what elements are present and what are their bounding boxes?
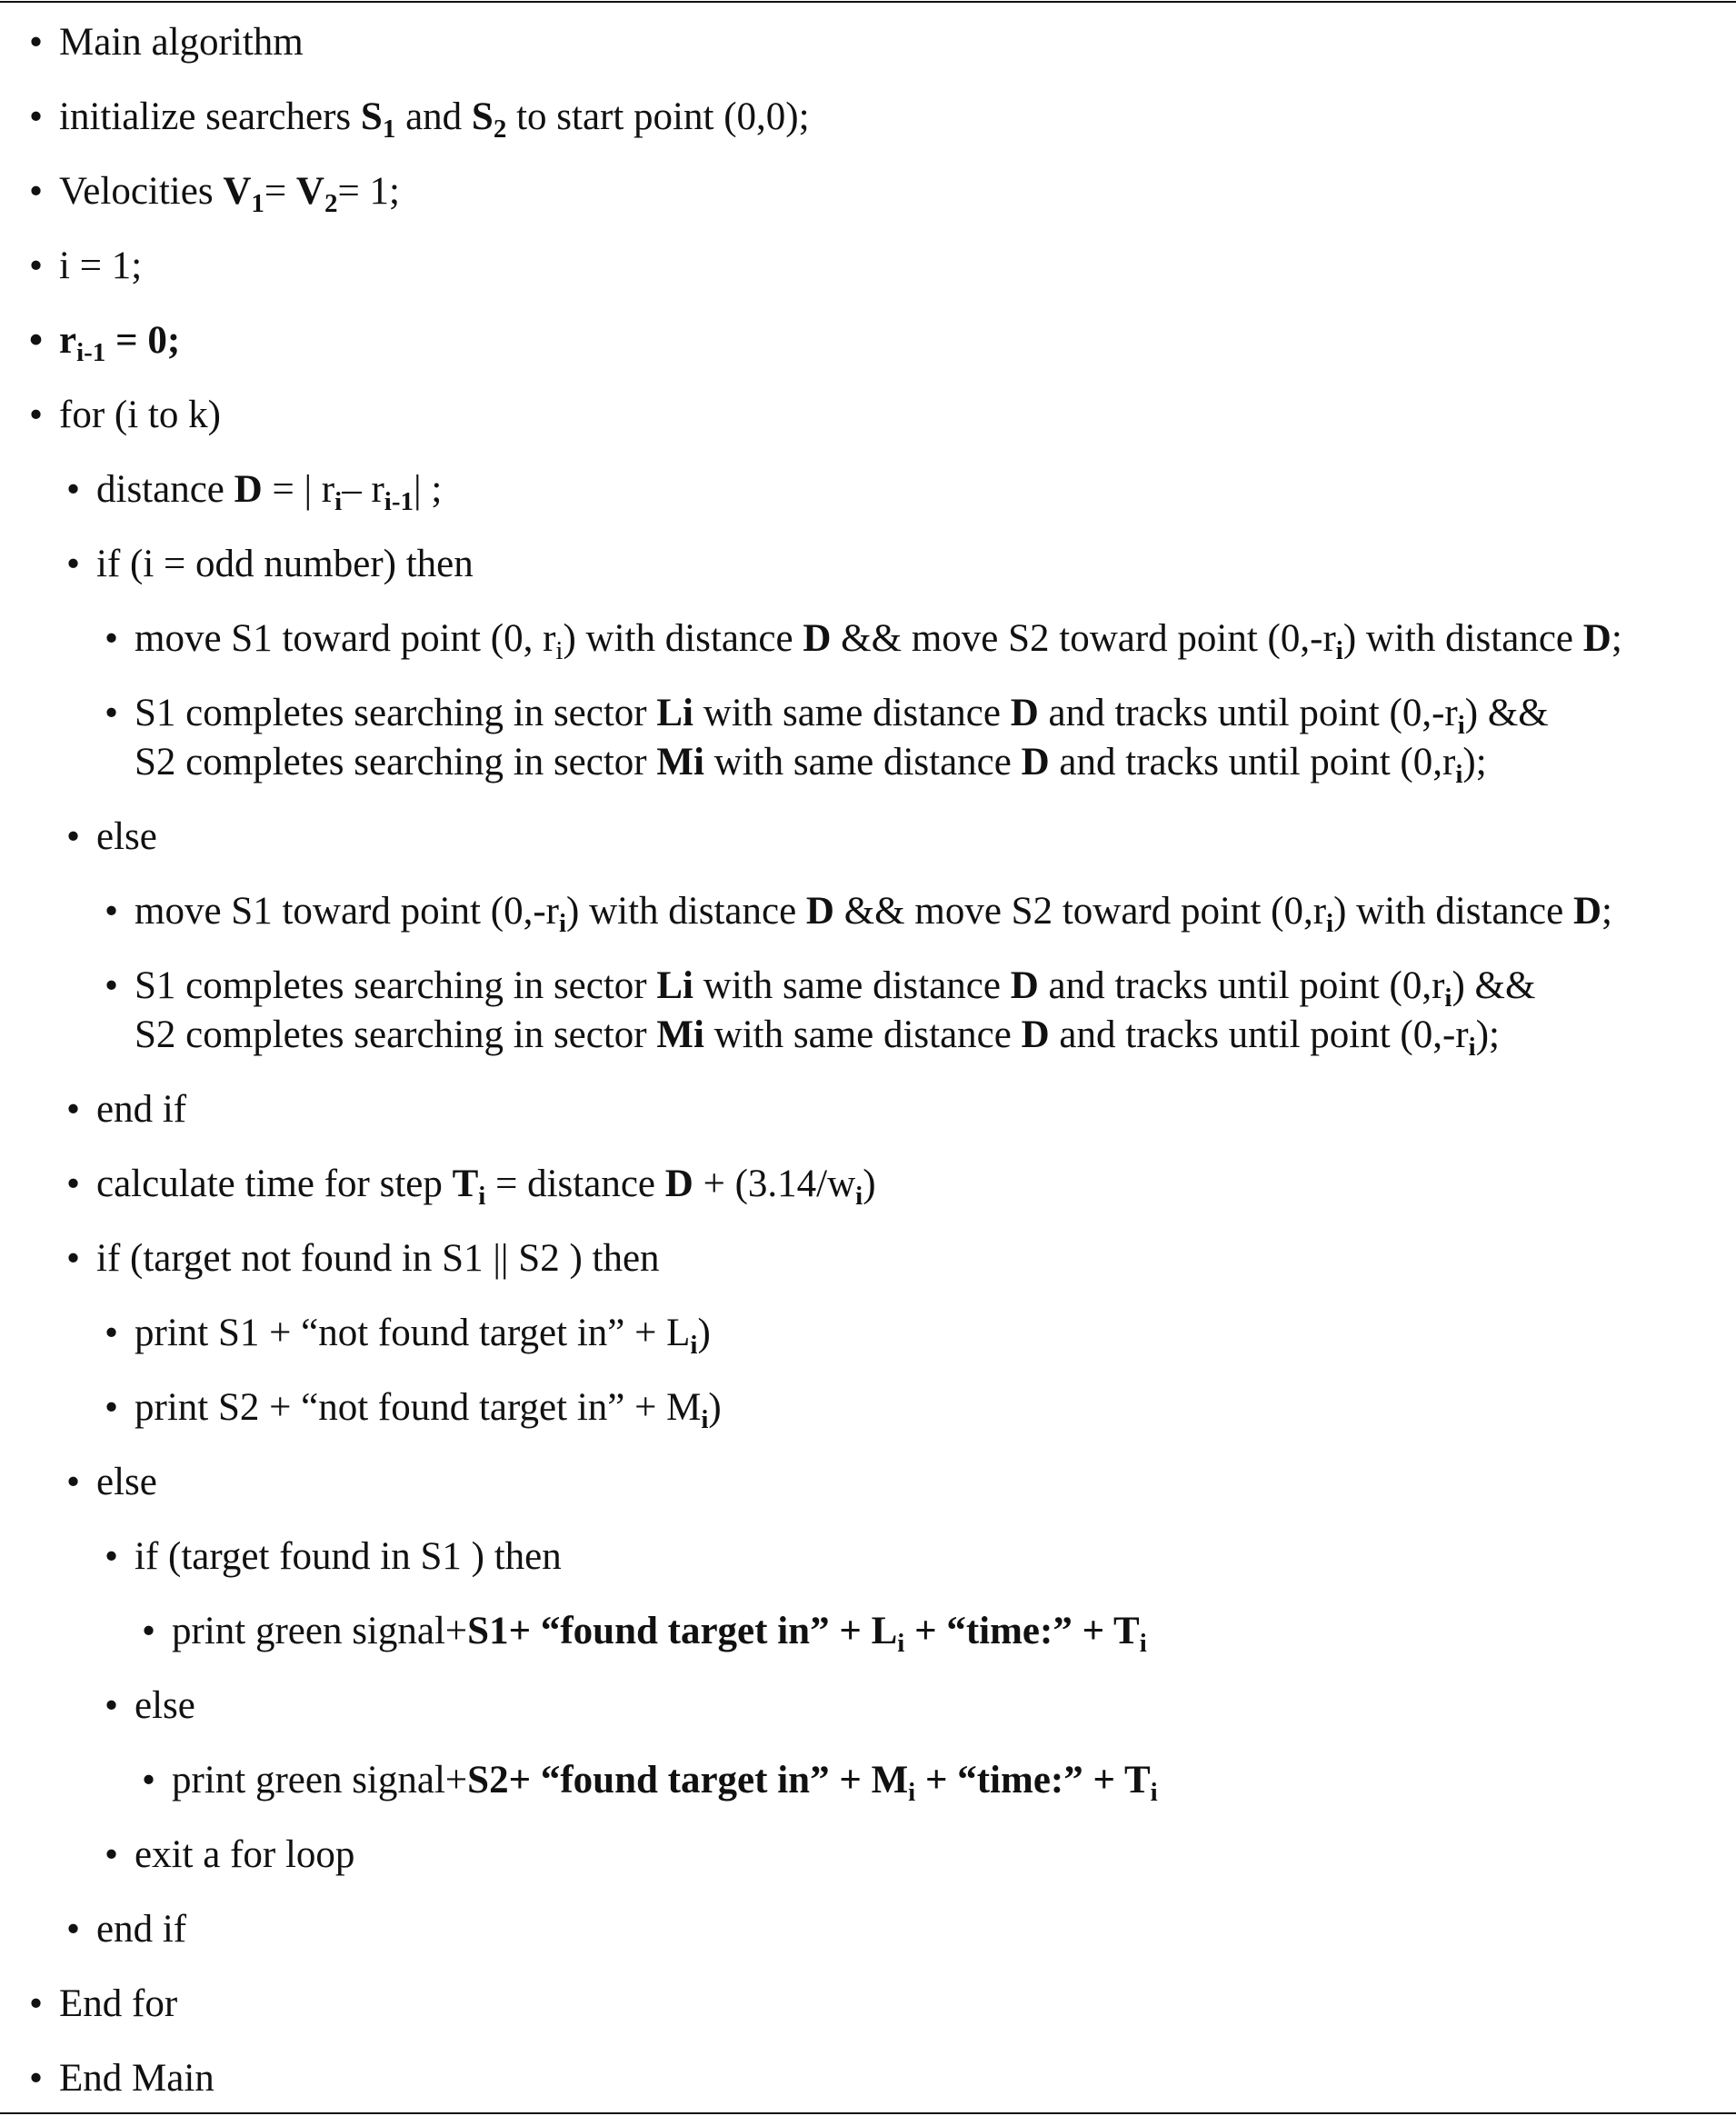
bullet-icon: • [66,1237,81,1280]
bullet-icon: • [105,692,119,734]
line-r-init: • $r_{i-1} = 0$; [59,316,180,365]
bullet-icon: • [105,1312,119,1354]
line-i-init: • i = 1; [59,242,142,291]
line-odd-complete-1: • S1 completes searching in sector Li with same distance D and tracks until point $(0,-r_i)$ && [135,689,1549,738]
bullet-icon: • [66,468,81,511]
bullet-icon: • [66,1088,81,1131]
line-else-3: • else [135,1682,195,1731]
bullet-icon: • [66,543,81,585]
bullet-icon: • [66,1163,81,1205]
line-print-s2-not-found: • print S2 + “not found target in” + $M_i$) [135,1383,722,1432]
line-exit-loop: • exit a for loop [135,1831,354,1880]
line-distance: • distance D = | $r_i-$ $r_{i-1}|$ ; [96,465,442,514]
line-print-found-s2: • print green signal+S2+ “found target in” + $M_i$ + “time:” + $T_i$ [172,1756,1158,1805]
bullet-icon: • [105,1684,119,1727]
bullet-icon: • [29,1982,44,2025]
line-end-for: • End for [59,1980,177,2029]
line-velocities: • Velocities $V_1= V_2= 1$; [59,167,400,216]
line-else-2: • else [96,1458,157,1507]
line-end-if-1: • end if [96,1085,186,1134]
line-odd-move: • move S1 toward point (0, $r_i$) with distance D && move S2 toward point $(0,-r_i)$ with distance D; [135,614,1622,664]
bullet-icon: • [142,1759,156,1802]
line-main-algorithm: • Main algorithm [59,18,304,67]
line-end-main: • End Main [59,2054,215,2103]
bullet-icon: • [105,617,119,660]
bullet-icon: • [105,964,119,1007]
bullet-icon: • [29,21,44,64]
line-odd-complete-2: S2 completes searching in sector Mi with same distance D and tracks until point $(0,r_i)$; [135,741,1487,789]
line-for: • for (i to k) [59,391,221,440]
line-print-s1-not-found: • print S1 + “not found target in” + $L_i$) [135,1309,711,1358]
bullet-icon: • [29,2057,44,2100]
line-initialize: • initialize searchers $S_1$ and $S_2$ to start point (0,0); [59,93,810,142]
bottom-rule [0,2112,1736,2114]
bullet-icon: • [29,95,44,138]
line-even-move: • move S1 toward point $(0,-r_i)$ with distance D && move S2 toward point $(0,r_i)$ with distance D; [135,887,1612,936]
line-if-not-found: • if (target not found in S1 || S2 ) then [96,1234,660,1283]
bullet-icon: • [105,1386,119,1429]
bullet-icon: • [66,1461,81,1503]
bullet-icon: • [105,1535,119,1578]
line-if-found-s1: • if (target found in S1 ) then [135,1532,562,1582]
line-print-found-s1: • print green signal+S1+ “found target in” + $L_i$ + “time:” + $T_i$ [172,1607,1147,1656]
line-else-1: • else [96,813,157,862]
line-end-if-2: • end if [96,1905,186,1954]
line-even-complete-1: • S1 completes searching in sector Li with same distance D and tracks until point $(0,r_i)$ && [135,962,1535,1011]
line-if-odd: • if (i = odd number) then [96,540,474,589]
bullet-icon: • [105,1833,119,1876]
bullet-icon: • [66,815,81,858]
line-even-complete-2: S2 completes searching in sector Mi with same distance D and tracks until point $(0,-r_i)$; [135,1013,1500,1062]
bullet-icon: • [29,170,44,213]
bullet-icon: • [29,245,44,287]
bullet-icon: • [142,1610,156,1652]
bullet-icon: • [29,319,44,362]
bullet-icon: • [105,890,119,933]
bullet-icon: • [66,1908,81,1951]
line-calc-time: • calculate time for step $T_i$ = distance $D + (3.14/w_i)$ [96,1160,876,1209]
bullet-icon: • [29,394,44,436]
